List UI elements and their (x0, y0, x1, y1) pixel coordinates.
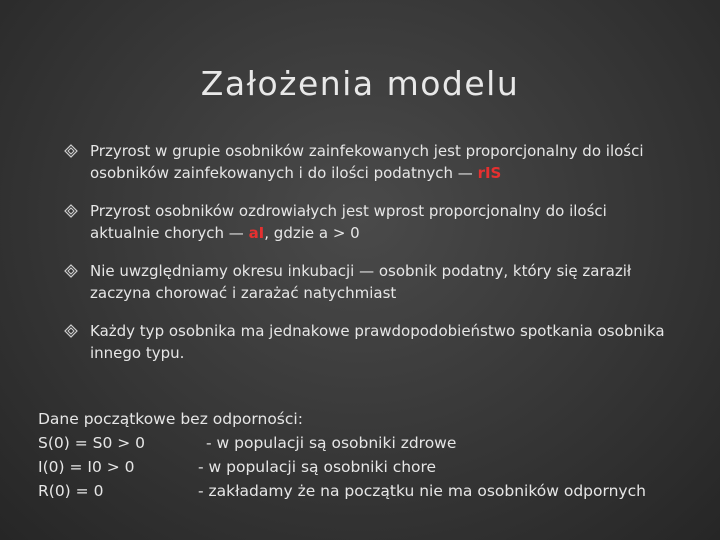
bullet-item (56, 320, 676, 364)
bullet-suffix: , gdzie a > 0 (264, 224, 360, 242)
bullet-item (56, 140, 676, 184)
diamond-bullet-icon (64, 264, 78, 278)
initial-conditions (38, 407, 720, 503)
condition-description: - w populacji są osobniki zdrowe (206, 434, 457, 452)
diamond-bullet-icon (64, 204, 78, 218)
initial-conditions-heading: Dane początkowe bez odporności: (38, 410, 303, 428)
bullet-text: Przyrost osobników ozdrowiałych jest wprost proporcjonalny do ilości aktualnie chorych — (90, 202, 607, 242)
condition-row (38, 479, 720, 503)
condition-formula: I(0) = I0 > 0 (38, 458, 135, 476)
bullet-text: Każdy typ osobnika ma jednakowe prawdopodobieństwo spotkania osobnika innego typu. (90, 322, 665, 362)
bullet-text: Przyrost w grupie osobników zainfekowanych jest proporcjonalny do ilości osobników zainfekowanych i do ilości podatnych — (90, 142, 644, 182)
condition-formula: R(0) = 0 (38, 482, 104, 500)
diamond-bullet-icon (64, 324, 78, 338)
condition-row (38, 455, 720, 479)
bullet-item (56, 260, 676, 304)
bullet-item (56, 200, 676, 244)
diamond-bullet-icon (64, 144, 78, 158)
condition-description: - w populacji są osobniki chore (198, 458, 437, 476)
formula-highlight: rIS (477, 164, 502, 182)
bullet-list (56, 140, 676, 380)
slide-title: Założenia modelu (200, 64, 520, 103)
formula-highlight: aI (248, 224, 265, 242)
condition-description: - zakładamy że na początku nie ma osobników odpornych (198, 482, 646, 500)
condition-formula: S(0) = S0 > 0 (38, 434, 146, 452)
bullet-text: Nie uwzględniamy okresu inkubacji — osobnik podatny, który się zaraził zaczyna chorować i zarażać natychmiast (90, 262, 632, 302)
condition-row (38, 431, 720, 455)
